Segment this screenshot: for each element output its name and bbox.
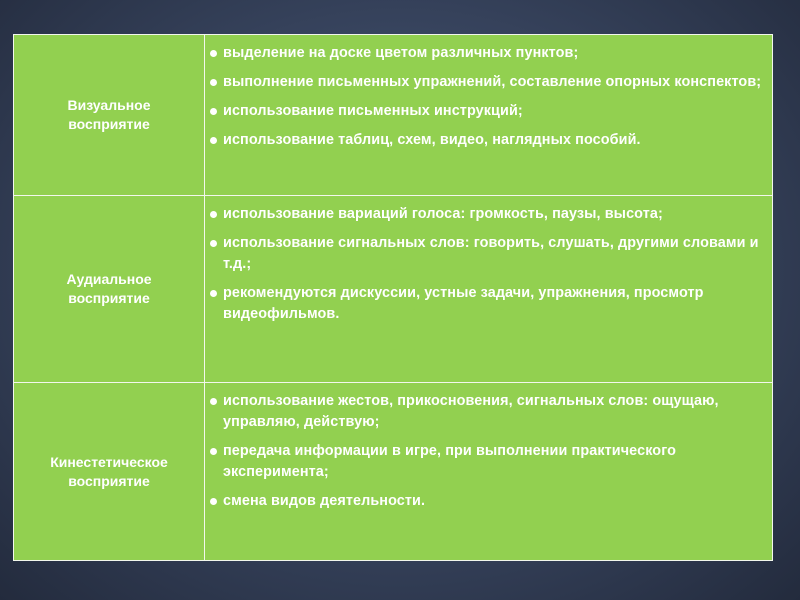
bullet-icon xyxy=(210,137,217,144)
list-item: использование жестов, прикосновения, сигнальных слов: ощущаю, управляю, действую; xyxy=(210,391,766,433)
list-item: выполнение письменных упражнений, составление опорных конспектов; xyxy=(210,72,766,93)
bullet-icon xyxy=(210,50,217,57)
bullet-icon xyxy=(210,448,217,455)
list-item: рекомендуются дискуссии, устные задачи, упражнения, просмотр видеофильмов. xyxy=(210,283,766,325)
bullet-icon xyxy=(210,498,217,505)
bullet-icon xyxy=(210,79,217,86)
bullet-icon xyxy=(210,211,217,218)
category-audial: Аудиальное восприятие xyxy=(66,271,152,306)
items-audial xyxy=(204,196,772,382)
list-item: выделение на доске цветом различных пунктов; xyxy=(210,43,766,64)
bullet-icon xyxy=(210,398,217,405)
list-item: использование сигнальных слов: говорить, слушать, другими словами и т.д.; xyxy=(210,233,766,275)
items-kinesthetic xyxy=(204,383,772,560)
items-visual xyxy=(204,35,772,195)
category-kinesthetic: Кинестетическое восприятие xyxy=(50,453,168,489)
bullet-icon xyxy=(210,290,217,297)
list-item: использование письменных инструкций; xyxy=(210,101,766,122)
perception-table xyxy=(13,34,773,561)
bullet-icon xyxy=(210,240,217,247)
bullet-icon xyxy=(210,108,217,115)
list-item: использование таблиц, схем, видео, наглядных пособий. xyxy=(210,130,766,151)
category-visual: Визуальное восприятие xyxy=(67,97,151,132)
list-item: смена видов деятельности. xyxy=(210,491,766,512)
list-item: передача информации в игре, при выполнении практического эксперимента; xyxy=(210,441,766,483)
list-item: использование вариаций голоса: громкость, паузы, высота; xyxy=(210,204,766,225)
